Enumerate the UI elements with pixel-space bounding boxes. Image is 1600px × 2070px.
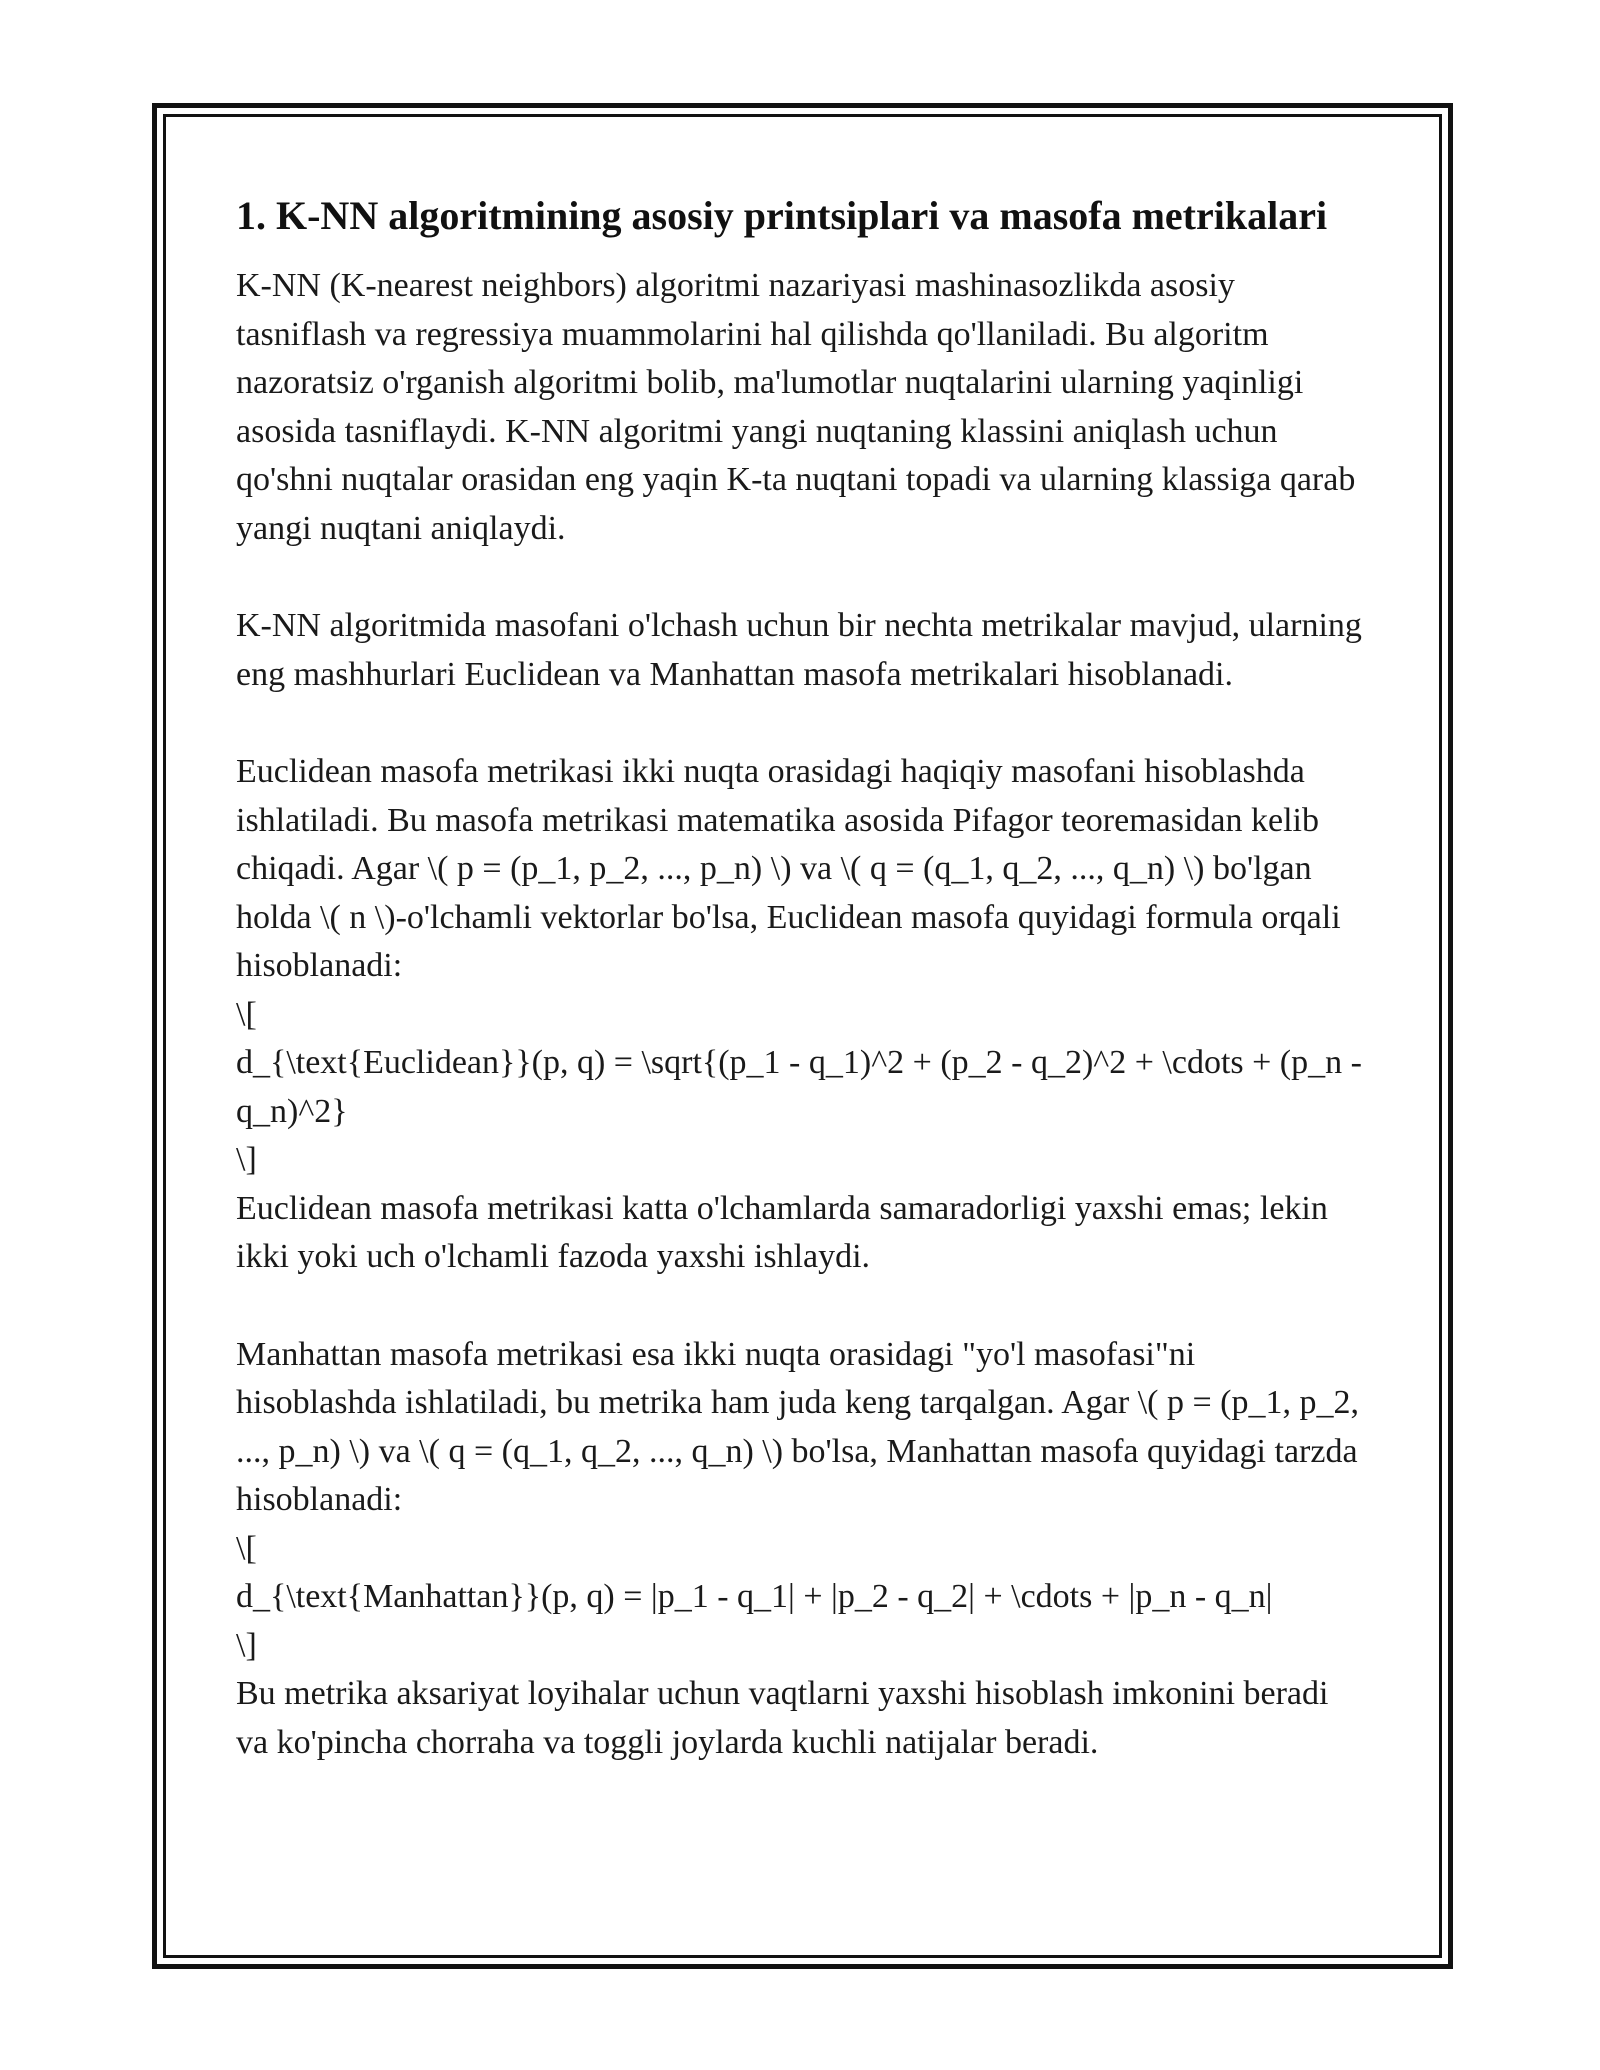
- paragraph-gap: [236, 699, 1362, 748]
- document-body: [236, 188, 1362, 1767]
- paragraph-knn-intro: K-NN (K-nearest neighbors) algoritmi nazariyasi mashinasozlikda asosiy tasniflash va regressiya muammolarini hal qilishda qo'llaniladi. Bu algoritm nazoratsiz o'rganish algoritmi bolib, ma'lumotlar nuqtalarini ularning yaqinligi asosida tasniflaydi. K-NN algoritmi yangi nuqtaning klassini aniqlash uchun qo'shni nuqtalar orasidan eng yaqin K-ta nuqtani topadi va ularning klassiga qarab yangi nuqtani aniqlaydi.: [236, 267, 1356, 547]
- manhattan-formula: d_{\text{Manhattan}}(p, q) = |p_1 - q_1| + |p_2 - q_2| + \cdots + |p_n - q_n|: [236, 1578, 1273, 1615]
- section-heading: 1. K-NN algoritmining asosiy printsiplari va masofa metrikalari: [236, 193, 1328, 238]
- paragraph-euclidean-intro: Euclidean masofa metrikasi ikki nuqta orasidagi haqiqiy masofani hisoblashda ishlatiladi. Bu masofa metrikasi matematika asosida Pifagor teoremasidan kelib chiqadi. Agar \( p = (p_1, p_2, ..., p_n) \) va \( q = (q_1, q_2, ..., q_n) \) bo'lgan holda \( n \)-o'lchamli vektorlar bo'lsa, Euclidean masofa quyidagi formula orqali hisoblanadi:: [236, 753, 1341, 984]
- paragraph-manhattan-intro: Manhattan masofa metrikasi esa ikki nuqta orasidagi "yo'l masofasi"ni hisoblashda ishlatiladi, bu metrika ham juda keng tarqalgan. Agar \( p = (p_1, p_2, ..., p_n) \) va \( q = (q_1, q_2, ..., q_n) \) bo'lsa, Manhattan masofa quyidagi tarzda hisoblanadi:: [236, 1335, 1359, 1518]
- formula-close-bracket: \]: [236, 1626, 257, 1664]
- formula-open-bracket: \[: [236, 995, 257, 1033]
- paragraph-gap: [236, 1282, 1362, 1331]
- paragraph-euclidean-note: Euclidean masofa metrikasi katta o'lchamlarda samaradorligi yaxshi emas; lekin ikki yoki uch o'lchamli fazoda yaxshi ishlaydi.: [236, 1189, 1328, 1275]
- formula-close-bracket: \]: [236, 1141, 257, 1178]
- euclidean-formula: d_{\text{Euclidean}}(p, q) = \sqrt{(p_1 - q_1)^2 + (p_2 - q_2)^2 + \cdots + (p_n - q_n)^2}: [236, 1044, 1362, 1130]
- paragraph-manhattan-note: Bu metrika aksariyat loyihalar uchun vaqtlarni yaxshi hisoblash imkonini beradi va ko'pincha chorraha va toggli joylarda kuchli natijalar beradi.: [236, 1675, 1329, 1761]
- formula-open-bracket: \[: [236, 1529, 257, 1567]
- paragraph-metrics-overview: K-NN algoritmida masofani o'lchash uchun bir nechta metrikalar mavjud, ularning eng mashhurlari Euclidean va Manhattan masofa metrikalari hisoblanadi.: [236, 607, 1362, 693]
- paragraph-gap: [236, 553, 1362, 602]
